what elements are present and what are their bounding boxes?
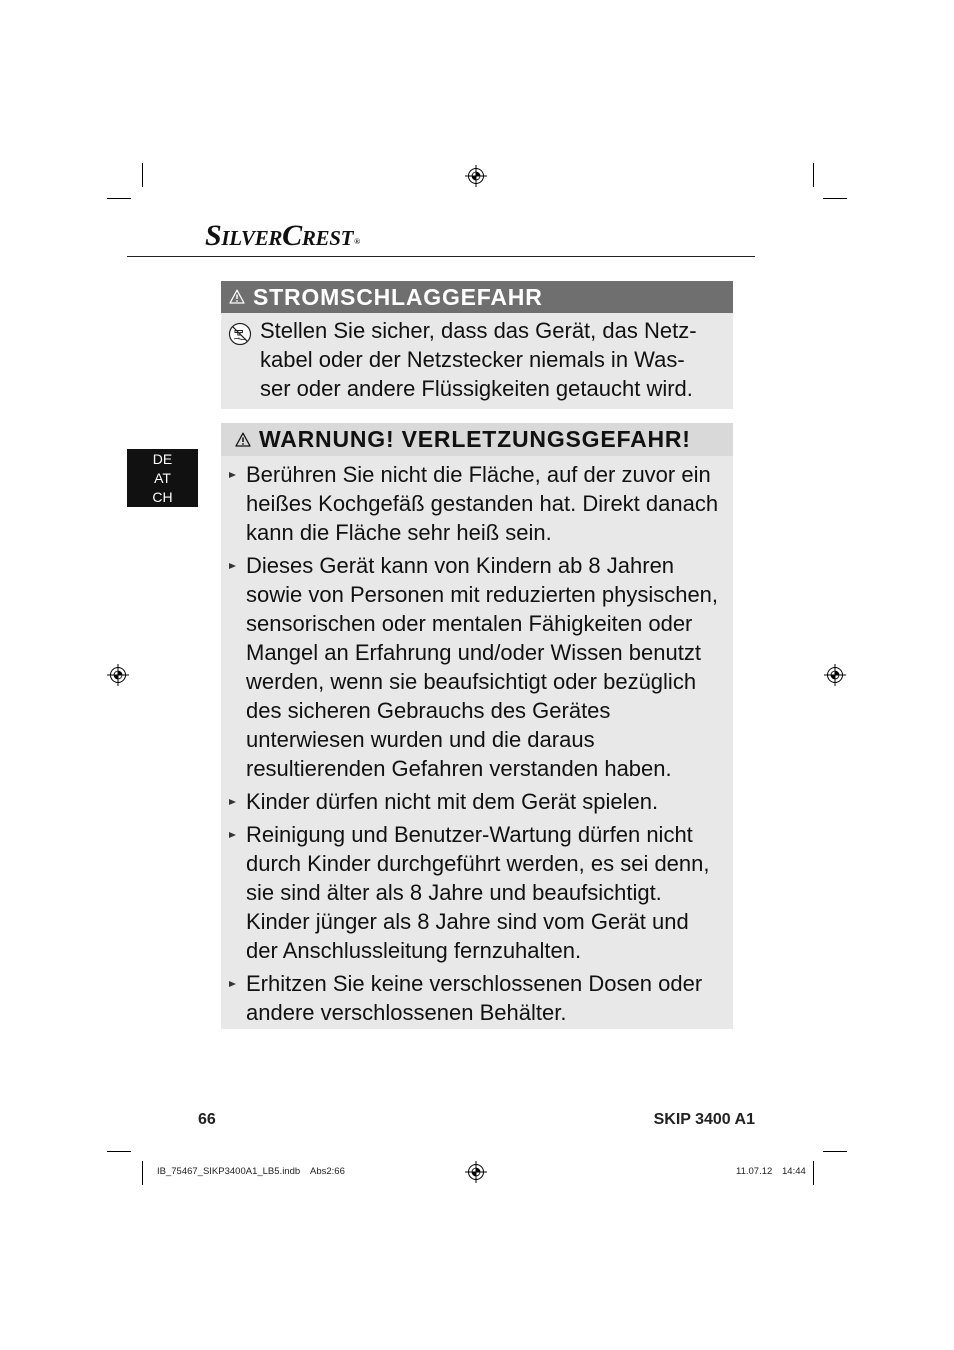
bullet-text-line: heißes Kochgefäß gestanden hat. Direkt danach [246,491,719,516]
paragraph-line: ser oder andere Flüssigkeiten getaucht wird. [260,376,693,401]
language-code: DE [152,451,173,467]
crop-mark [813,163,814,187]
bullet-text-line: Reinigung und Benutzer-Wartung dürfen nicht [246,822,693,847]
registration-mark-icon [464,164,488,188]
bullet-text-line: Berühren Sie nicht die Fläche, auf der zuvor ein [246,462,711,487]
bullet-arrow-icon [229,563,236,569]
slug-sheet: Abs2:66 [310,1166,345,1177]
bullet-item [221,460,733,547]
crop-mark [823,198,847,199]
bullet-text-line: werden, wenn sie beaufsichtigt oder bezüglich [246,669,697,694]
language-code: CH [152,489,173,505]
bullet-text-line: resultierenden Gefahren verstanden haben. [246,756,672,781]
injury-warning-heading [221,423,733,456]
language-code: AT [154,470,171,486]
model-name: SKIP 3400 A1 [653,1111,755,1128]
logo-wordmark: SilverCrest [205,219,354,252]
electric-shock-text [260,316,697,403]
bullet-text-line: sie sind älter als 8 Jahre und beaufsichtigt. [246,880,662,905]
electric-shock-warning-box [221,281,733,409]
heading-text: WARNUNG! VERLETZUNGSGEFAHR! [259,426,691,452]
bullet-text-line: sensorischen oder mentalen Fähigkeiten oder [246,611,693,636]
language-tab [127,449,198,507]
slug-time: 14:44 [782,1166,806,1177]
crop-mark [823,1151,847,1152]
bullet-text-line: der Anschlussleitung fernzuhalten. [246,938,582,963]
bullet-arrow-icon [229,799,236,805]
registration-mark-icon [464,1160,488,1184]
bullet-item [221,820,733,965]
crop-mark [142,163,143,187]
bullet-arrow-icon [229,472,236,478]
registered-mark: ® [354,237,360,246]
bullet-text-line: durch Kinder durchgeführt werden, es sei denn, [246,851,710,876]
slug-file-name: IB_75467_SIKP3400A1_LB5.indb [157,1166,301,1177]
header-rule [127,256,755,257]
bullet-text-line: Erhitzen Sie keine verschlossenen Dosen oder [246,971,703,996]
paragraph-line: kabel oder der Netzstecker niemals in Was- [260,347,685,372]
bullet-item [221,969,733,1027]
warning-triangle-icon [229,289,245,304]
bullet-text-line: Kinder jünger als 8 Jahre sind vom Gerät und [246,909,689,934]
warning-triangle-icon [235,432,251,447]
crop-mark [107,198,131,199]
bullet-text-line: unterwiesen wurden und die daraus [246,727,595,752]
bullet-text-line: kann die Fläche sehr heiß sein. [246,520,552,545]
bullet-text-line: des sicheren Gebrauchs des Gerätes [246,698,611,723]
crop-mark [107,1151,131,1152]
bullet-item [221,551,733,783]
crop-mark [142,1161,143,1185]
bullet-text-line: Mangel an Erfahrung und/oder Wissen benutzt [246,640,701,665]
bullet-text-line: Kinder dürfen nicht mit dem Gerät spielen. [246,789,659,814]
injury-warning-body [221,456,733,1029]
paragraph-line: Stellen Sie sicher, dass das Gerät, das Netz- [260,318,697,343]
injury-warning-box [221,423,733,1029]
crop-mark [813,1161,814,1185]
bullet-arrow-icon [229,981,236,987]
heading-text: STROMSCHLAGGEFAHR [253,284,543,310]
bullet-item [221,787,733,816]
electric-shock-heading [221,281,733,313]
electric-shock-body [221,313,733,409]
bullet-text-line: Dieses Gerät kann von Kindern ab 8 Jahren [246,553,675,578]
page-number: 66 [198,1111,216,1128]
no-water-immersion-icon [228,322,252,346]
registration-mark-icon [823,663,847,687]
registration-mark-icon [106,663,130,687]
slug-date: 11.07.12 [736,1166,773,1177]
bullet-text-line: andere verschlossenen Behälter. [246,1000,567,1025]
bullet-arrow-icon [229,832,236,838]
bullet-text-line: sowie von Personen mit reduzierten physischen, [246,582,719,607]
silvercrest-logo [205,221,360,251]
